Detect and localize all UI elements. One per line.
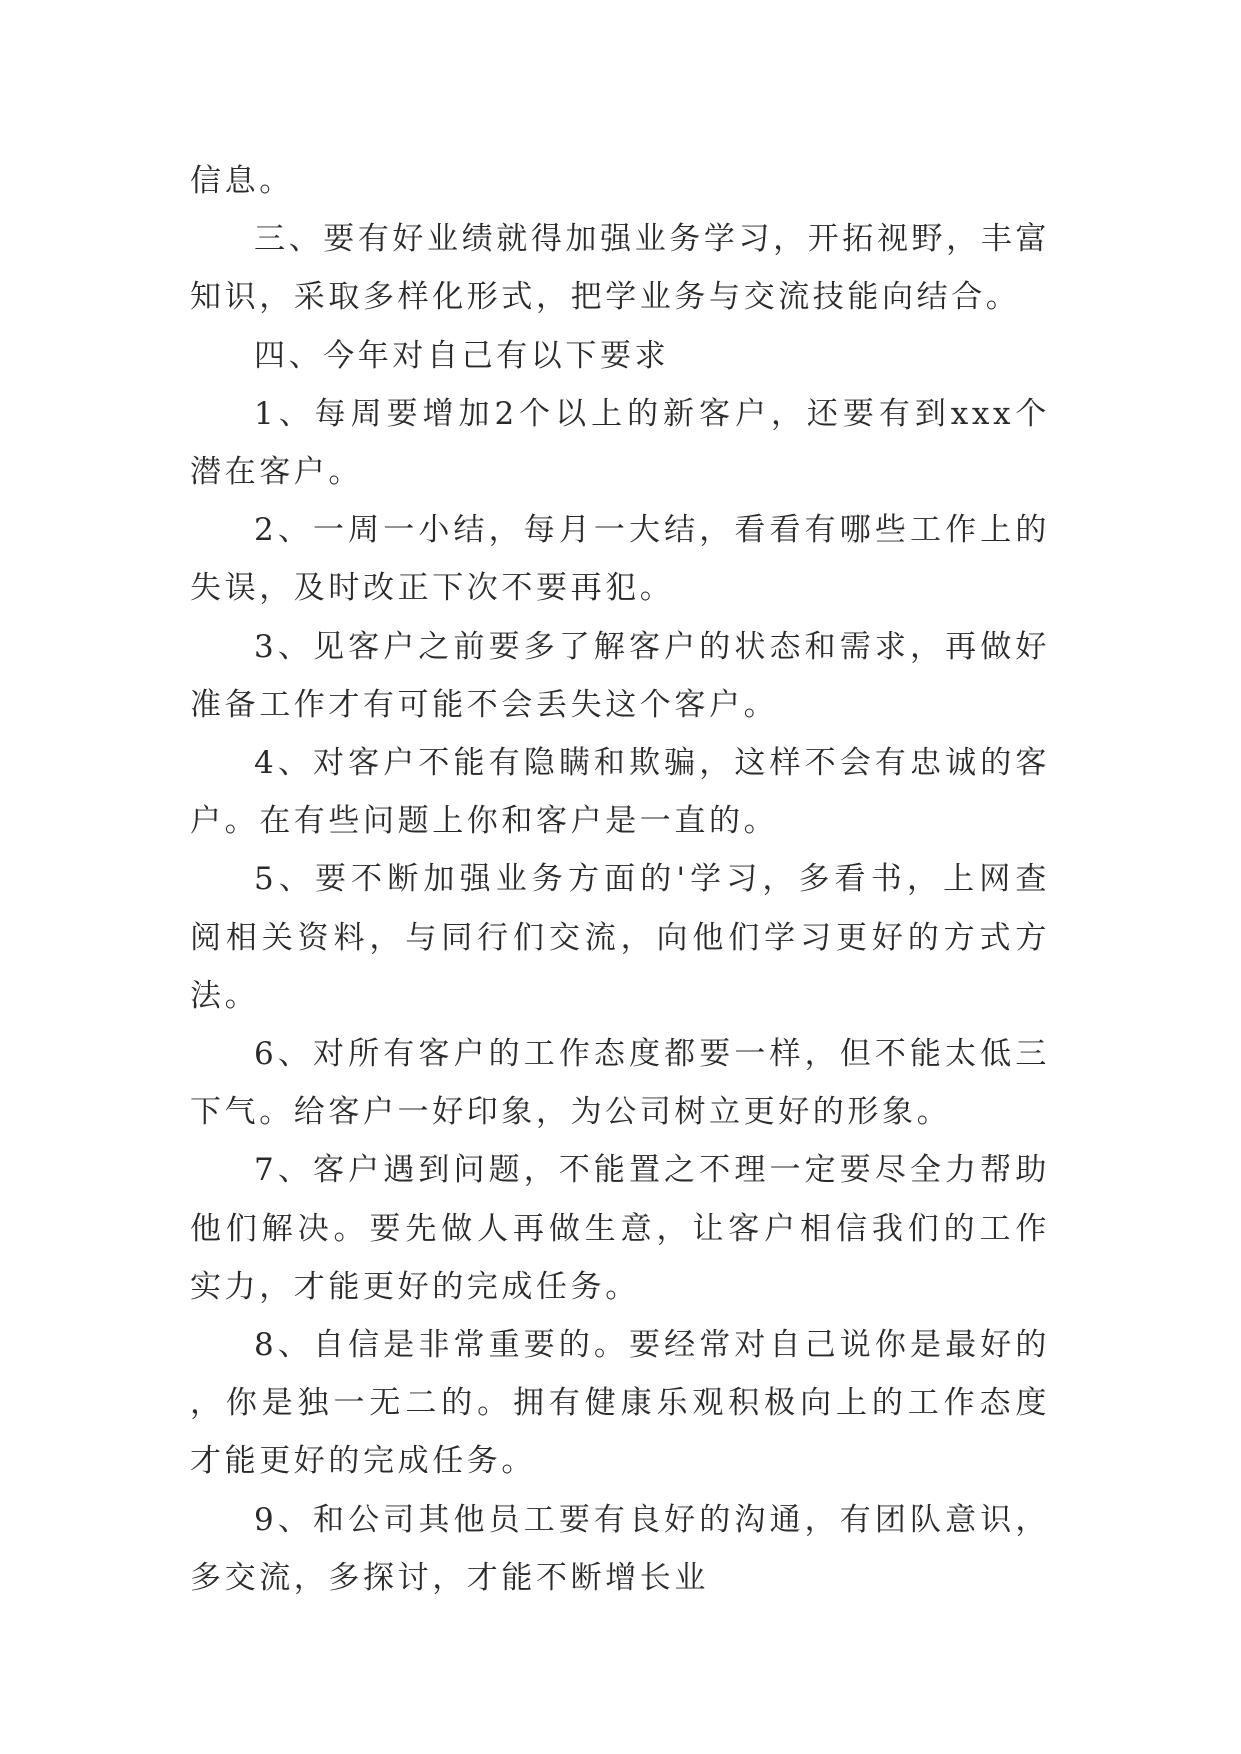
document-body: [190, 152, 1050, 1607]
paragraph-item-3: 3、见客户之前要多了解客户的状态和需求，再做好准备工作才有可能不会丢失这个客户。: [190, 628, 1050, 723]
paragraph-item-7: 7、客户遇到问题，不能置之不理一定要尽全力帮助他们解决。要先做人再做生意，让客户相信我们的工作实力，才能更好的完成任务。: [190, 1152, 1050, 1305]
paragraph-item-6: 6、对所有客户的工作态度都要一样，但不能太低三下气。给客户一好印象，为公司树立更好的形象。: [190, 1036, 1050, 1131]
paragraph-item-1: 1、每周要增加2个以上的新客户，还要有到xxx个潜在客户。: [190, 395, 1050, 491]
paragraph-item-9: 9、和公司其他员工要有良好的沟通，有团队意识，多交流，多探讨，才能不断增长业: [190, 1501, 1050, 1596]
paragraph-section-three: 三、要有好业绩就得加强业务学习，开拓视野，丰富知识，采取多样化形式，把学业务与交流技能向结合。: [190, 221, 1050, 316]
paragraph-item-4: 4、对客户不能有隐瞒和欺骗，这样不会有忠诚的客户。在有些问题上你和客户是一直的。: [190, 745, 1050, 840]
paragraph-section-four-heading: 四、今年对自己有以下要求: [254, 337, 670, 374]
paragraph-continued: 信息。: [190, 163, 294, 199]
paragraph-item-2: 2、一周一小结，每月一大结，看看有哪些工作上的失误，及时改正下次不要再犯。: [190, 512, 1050, 607]
paragraph-item-8: 8、自信是非常重要的。要经常对自己说你是最好的，你是独一无二的。拥有健康乐观积极向上的工作态度才能更好的完成任务。: [190, 1327, 1050, 1480]
paragraph-item-5: 5、要不断加强业务方面的'学习，多看书，上网查阅相关资料，与同行们交流，向他们学习更好的方式方法。: [190, 861, 1050, 1014]
